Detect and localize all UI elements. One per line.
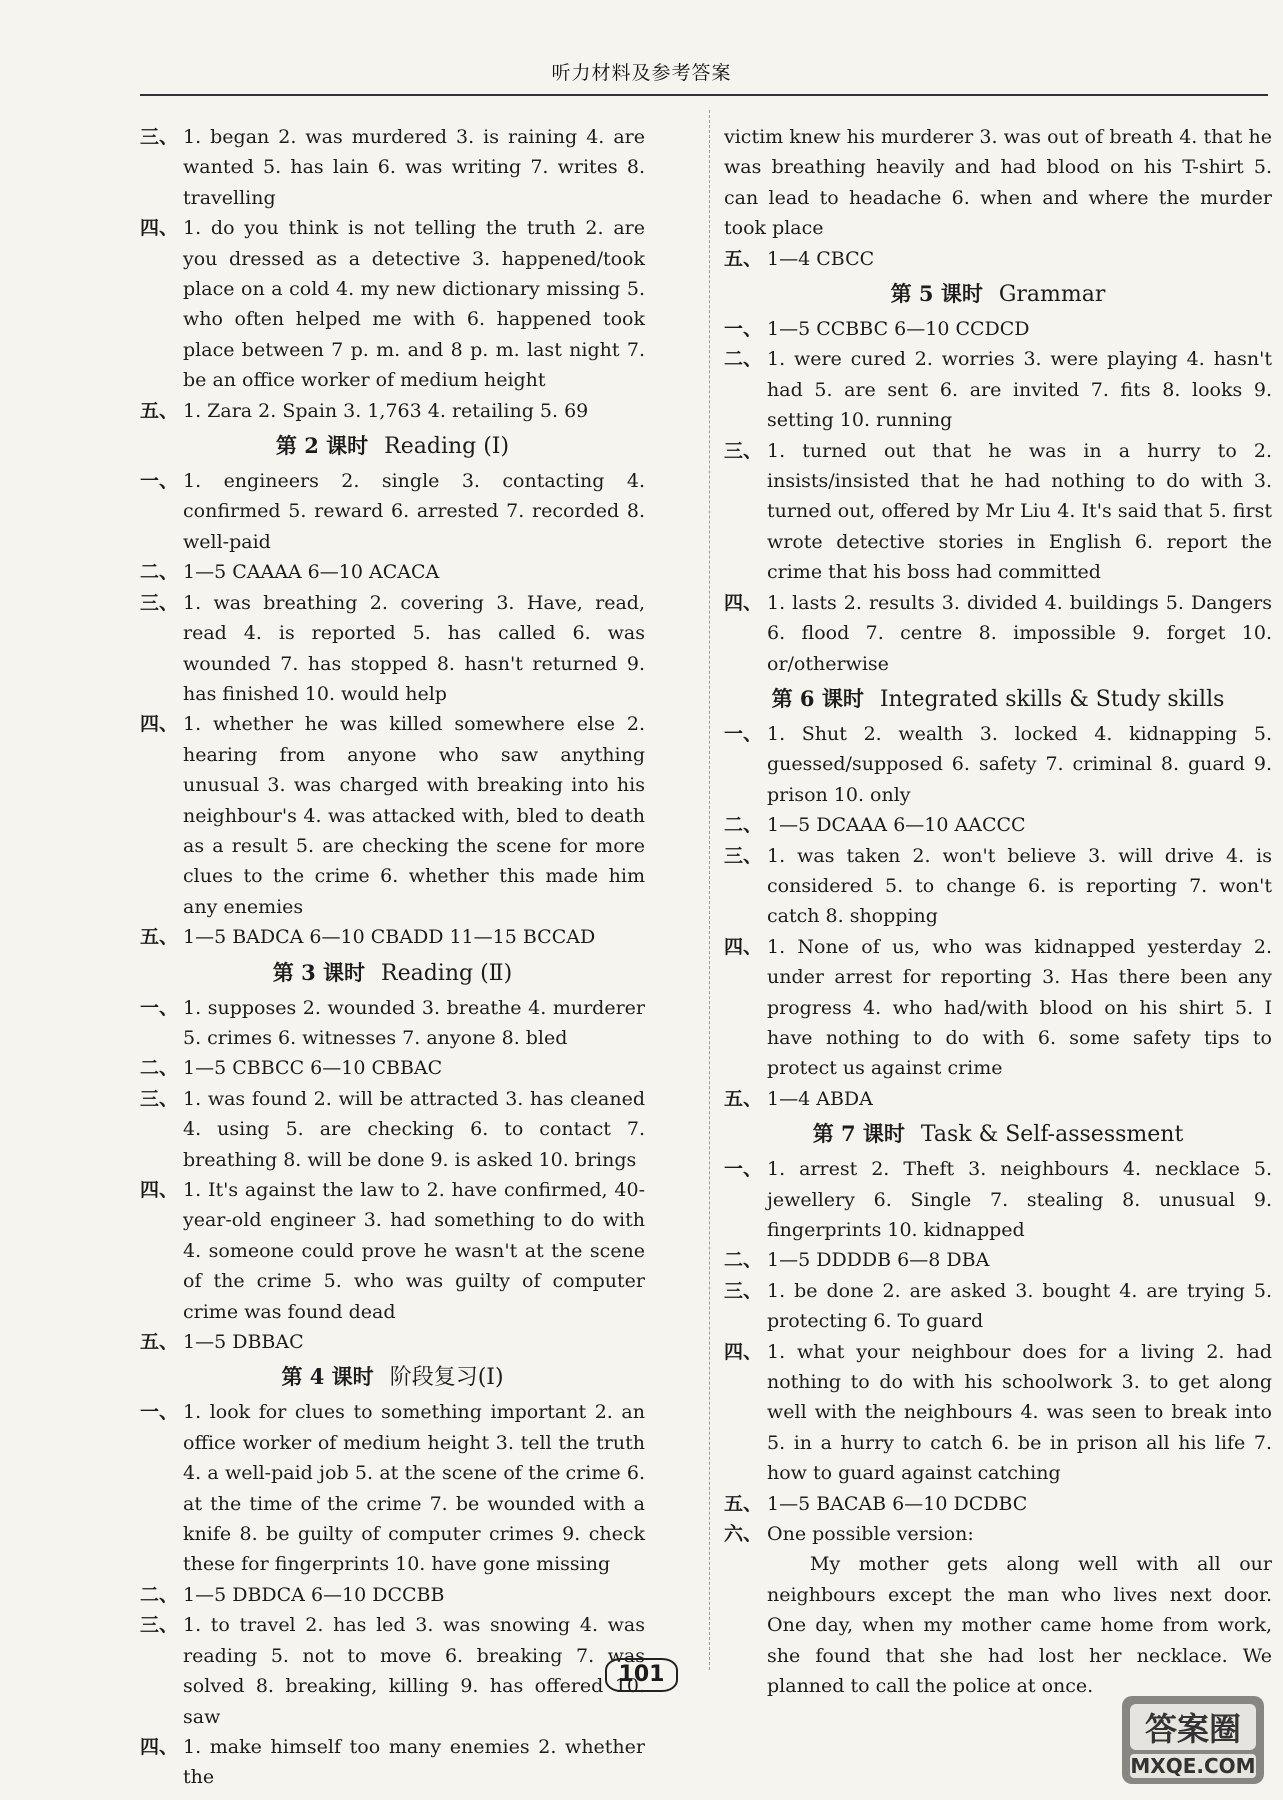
answer-section — [724, 932, 1272, 1084]
answer-section — [724, 1276, 1272, 1337]
answer-section — [724, 1154, 1272, 1245]
section-marker: 二、 — [724, 348, 763, 371]
lesson-name: Reading (Ⅰ) — [384, 434, 510, 460]
section-text: 1. Shut 2. wealth 3. locked 4. kidnapping 5. guessed/supposed 6. safety 7. criminal 8. guard 9. prison 10. only — [767, 722, 1272, 806]
answer-section — [140, 1580, 645, 1610]
page-number — [0, 1658, 1283, 1692]
section-text: 1—5 BACAB 6—10 DCDBC — [767, 1492, 1028, 1515]
answer-section — [140, 588, 645, 710]
section-text: 1. were cured 2. worries 3. were playing 4. hasn't had 5. are sent 6. are invited 7. fits 8. looks 9. setting 10. running — [767, 348, 1272, 432]
answer-section — [140, 709, 645, 922]
section-text: 1. what your neighbour does for a living 2. had nothing to do with his schoolwork 3. to get along well with the neighbours 4. was seen to break into 5. in a hurry to catch 6. be in prison all his life 7. how to guard against catching — [767, 1340, 1272, 1485]
section-marker: 五、 — [724, 1087, 763, 1110]
section-marker: 二、 — [140, 561, 179, 584]
answer-section — [140, 466, 645, 557]
answer-section — [140, 122, 645, 213]
answer-section — [140, 396, 645, 426]
section-marker: 四、 — [140, 713, 179, 736]
lesson-name: Reading (Ⅱ) — [381, 960, 513, 986]
section-marker: 三、 — [724, 439, 763, 462]
section-text: 1—5 DBDCA 6—10 DCCBB — [183, 1583, 445, 1606]
section-text: 1—5 CCBBC 6—10 CCDCD — [767, 318, 1030, 341]
section-text: 1. arrest 2. Theft 3. neighbours 4. necklace 5. jewellery 6. Single 7. stealing 8. unusual 9. fingerprints 10. kidnapped — [767, 1158, 1272, 1241]
section-marker: 二、 — [724, 814, 763, 837]
section-marker: 六、 — [724, 1523, 763, 1546]
section-text: 1. whether he was killed somewhere else 2. hearing from anyone who saw anything unusual 3. was charged with breaking into his neighbour's 4. was attacked with, bled to death as a result 5. are checking the scene for more clues to the crime 6. whether this made him any enemies — [183, 713, 645, 918]
lesson-number: 第 4 课时 — [281, 1364, 374, 1390]
continued-answer: victim knew his murderer 3. was out of breath 4. that he was breathing heavily and had blood on his T-shirt 5. can lead to headache 6. when and where the murder took place — [724, 126, 1272, 240]
section-text: 1. Zara 2. Spain 3. 1,763 4. retailing 5. 69 — [183, 399, 589, 422]
section-text: 1—4 CBCC — [767, 247, 875, 270]
column-divider — [709, 110, 710, 1670]
section-marker: 三、 — [140, 126, 179, 148]
section-marker: 二、 — [724, 1249, 763, 1272]
answer-section — [724, 1084, 1272, 1114]
answer-section — [724, 244, 1272, 274]
lesson-number: 第 5 课时 — [890, 281, 983, 307]
answer-section — [140, 1175, 645, 1327]
section-marker: 四、 — [140, 1735, 179, 1758]
section-text: 1. look for clues to something important 2. an office worker of medium height 3. tell the truth 4. a well-paid job 5. at the scene of the crime 6. at the time of the crime 7. be wounded with a knife 8. be guilty of computer crimes 9. check these for fingerprints 10. have gone missing — [183, 1401, 645, 1576]
watermark-logo — [1118, 1690, 1268, 1790]
right-column — [724, 122, 1272, 1702]
page-number-label: 101 — [605, 1658, 679, 1692]
section-marker: 四、 — [140, 1179, 179, 1201]
section-marker: 五、 — [724, 247, 763, 270]
lesson-number: 第 6 课时 — [771, 685, 864, 711]
section-marker: 一、 — [724, 1158, 763, 1181]
section-marker: 二、 — [140, 1057, 179, 1080]
section-text: 1—5 BADCA 6—10 CBADD 11—15 BCCAD — [183, 926, 596, 949]
section-marker: 三、 — [724, 1279, 763, 1302]
sample-essay: My mother gets along well with all our neighbours except the man who lives next door. One day, when my mother came home from work, she found that she had lost her necklace. We planned to call the police at once. — [767, 1553, 1272, 1698]
section-text: 1. make himself too many enemies 2. whether the — [183, 1735, 645, 1789]
answer-section — [724, 719, 1272, 810]
answer-section — [724, 314, 1272, 344]
answer-section — [724, 1337, 1272, 1489]
section-text: 1—5 DCAAA 6—10 AACCC — [767, 814, 1026, 837]
section-marker: 一、 — [724, 318, 763, 341]
answer-section — [140, 1053, 645, 1083]
answer-section — [724, 436, 1272, 588]
lesson-name: Grammar — [998, 282, 1106, 308]
watermark-title: 答案圈 — [1144, 1710, 1242, 1748]
lesson-title — [724, 276, 1272, 312]
lesson-title — [140, 428, 645, 464]
section-marker: 五、 — [140, 399, 179, 422]
section-text: 1. engineers 2. single 3. contacting 4. confirmed 5. reward 6. arrested 7. recorded 8. well-paid — [183, 470, 645, 553]
answer-section — [724, 841, 1272, 932]
section-text: 1. lasts 2. results 3. divided 4. buildings 5. Dangers 6. flood 7. centre 8. impossible 9. forget 10. or/otherwise — [767, 591, 1272, 675]
answer-section — [140, 213, 645, 395]
section-text: One possible version: — [767, 1523, 974, 1546]
section-text: 1. was breathing 2. covering 3. Have, read, read 4. is reported 5. has called 6. was wounded 7. has stopped 8. hasn't returned 9. has finished 10. would help — [183, 591, 645, 705]
section-text: 1. supposes 2. wounded 3. breathe 4. murderer 5. crimes 6. witnesses 7. anyone 8. bled — [183, 996, 645, 1049]
section-marker: 三、 — [140, 1614, 179, 1637]
section-marker: 五、 — [724, 1492, 763, 1515]
page-header: 听力材料及参考答案 — [551, 62, 732, 84]
section-text: 1. do you think is not telling the truth 2. are you dressed as a detective 3. happened/took place on a cold 4. my new dictionary missing 5. who often helped me with 6. happened took place between 7 p. m. and 8 p. m. last night 7. be an office worker of medium height — [183, 217, 645, 392]
lesson-name: Integrated skills & Study skills — [879, 686, 1225, 712]
answer-section — [724, 810, 1272, 840]
section-marker: 一、 — [140, 470, 179, 493]
section-text: 1. was taken 2. won't believe 3. will drive 4. is considered 5. to change 6. is reporting 7. won't catch 8. shopping — [767, 844, 1272, 928]
section-text: 1. began 2. was murdered 3. is raining 4. are wanted 5. has lain 6. was writing 7. writes 8. travelling — [183, 126, 645, 209]
answer-section — [724, 1245, 1272, 1275]
section-text: 1. to travel 2. has led 3. was snowing 4. was reading 5. not to move 6. breaking 7. was solved 8. breaking, killing 9. has offered 10. saw — [183, 1614, 645, 1728]
answer-section — [724, 588, 1272, 679]
section-marker: 三、 — [724, 844, 763, 867]
section-text: 1. was found 2. will be attracted 3. has cleaned 4. using 5. are checking 6. to contact 7. breathing 8. will be done 9. is asked 10. brings — [183, 1087, 645, 1171]
section-marker: 五、 — [140, 926, 179, 949]
lesson-name: Task & Self-assessment — [920, 1122, 1184, 1148]
section-marker: 四、 — [724, 935, 763, 958]
section-marker: 一、 — [724, 722, 763, 745]
lesson-number: 第 3 课时 — [272, 959, 366, 985]
section-marker: 五、 — [140, 1331, 179, 1354]
section-text: 1. It's against the law to 2. have confirmed, 40-year-old engineer 3. had something to do with 4. someone could prove he wasn't at the scene of the crime 5. who was guilty of computer crime was found dead — [183, 1179, 645, 1323]
answer-section — [140, 1397, 645, 1579]
answer-section — [724, 344, 1272, 435]
section-text: 1—5 CBBCC 6—10 CBBAC — [183, 1057, 443, 1080]
lesson-number: 第 7 课时 — [812, 1121, 905, 1147]
section-marker: 一、 — [140, 996, 179, 1019]
section-marker: 一、 — [140, 1401, 179, 1424]
section-text: 1. be done 2. are asked 3. bought 4. are trying 5. protecting 6. To guard — [767, 1279, 1272, 1333]
lesson-name: 阶段复习(Ⅰ) — [389, 1365, 504, 1391]
section-text: 1—5 DDDDB 6—8 DBA — [767, 1249, 990, 1272]
answer-section — [140, 922, 645, 952]
section-marker: 四、 — [140, 217, 179, 240]
answer-section — [140, 557, 645, 587]
section-marker: 二、 — [140, 1583, 179, 1606]
section-marker: 三、 — [140, 1087, 179, 1110]
left-column — [140, 122, 645, 1793]
lesson-title — [724, 681, 1272, 717]
section-text: 1—5 CAAAA 6—10 ACACA — [183, 561, 440, 584]
section-marker: 四、 — [724, 591, 763, 614]
answer-section — [140, 1732, 645, 1793]
lesson-title — [724, 1116, 1272, 1152]
lesson-title — [140, 955, 645, 991]
lesson-number: 第 2 课时 — [275, 433, 369, 459]
section-marker: 四、 — [724, 1340, 763, 1363]
answer-section — [140, 1327, 645, 1357]
section-text: 1. turned out that he was in a hurry to 2. insists/insisted that he had nothing to do with 3. turned out, offered by Mr Liu 4. It's said that 5. first wrote detective stories in English 6. report the crime that his boss had committed — [767, 439, 1272, 584]
section-marker: 三、 — [140, 591, 179, 614]
section-text: 1—4 ABDA — [767, 1087, 873, 1110]
answer-section — [140, 1084, 645, 1175]
answer-section — [724, 1489, 1272, 1519]
header-rule — [140, 94, 1268, 96]
section-text: 1. None of us, who was kidnapped yesterday 2. under arrest for reporting 3. Has there been any progress 4. who had/with blood on his shirt 5. I have nothing to do with 6. some safety tips to protect us against crime — [767, 935, 1272, 1080]
answer-section — [724, 1519, 1272, 1549]
answer-section — [140, 993, 645, 1054]
section-text: 1—5 DBBAC — [183, 1331, 304, 1354]
lesson-title — [140, 1359, 645, 1395]
watermark-url: MXQE.COM — [1130, 1754, 1256, 1778]
